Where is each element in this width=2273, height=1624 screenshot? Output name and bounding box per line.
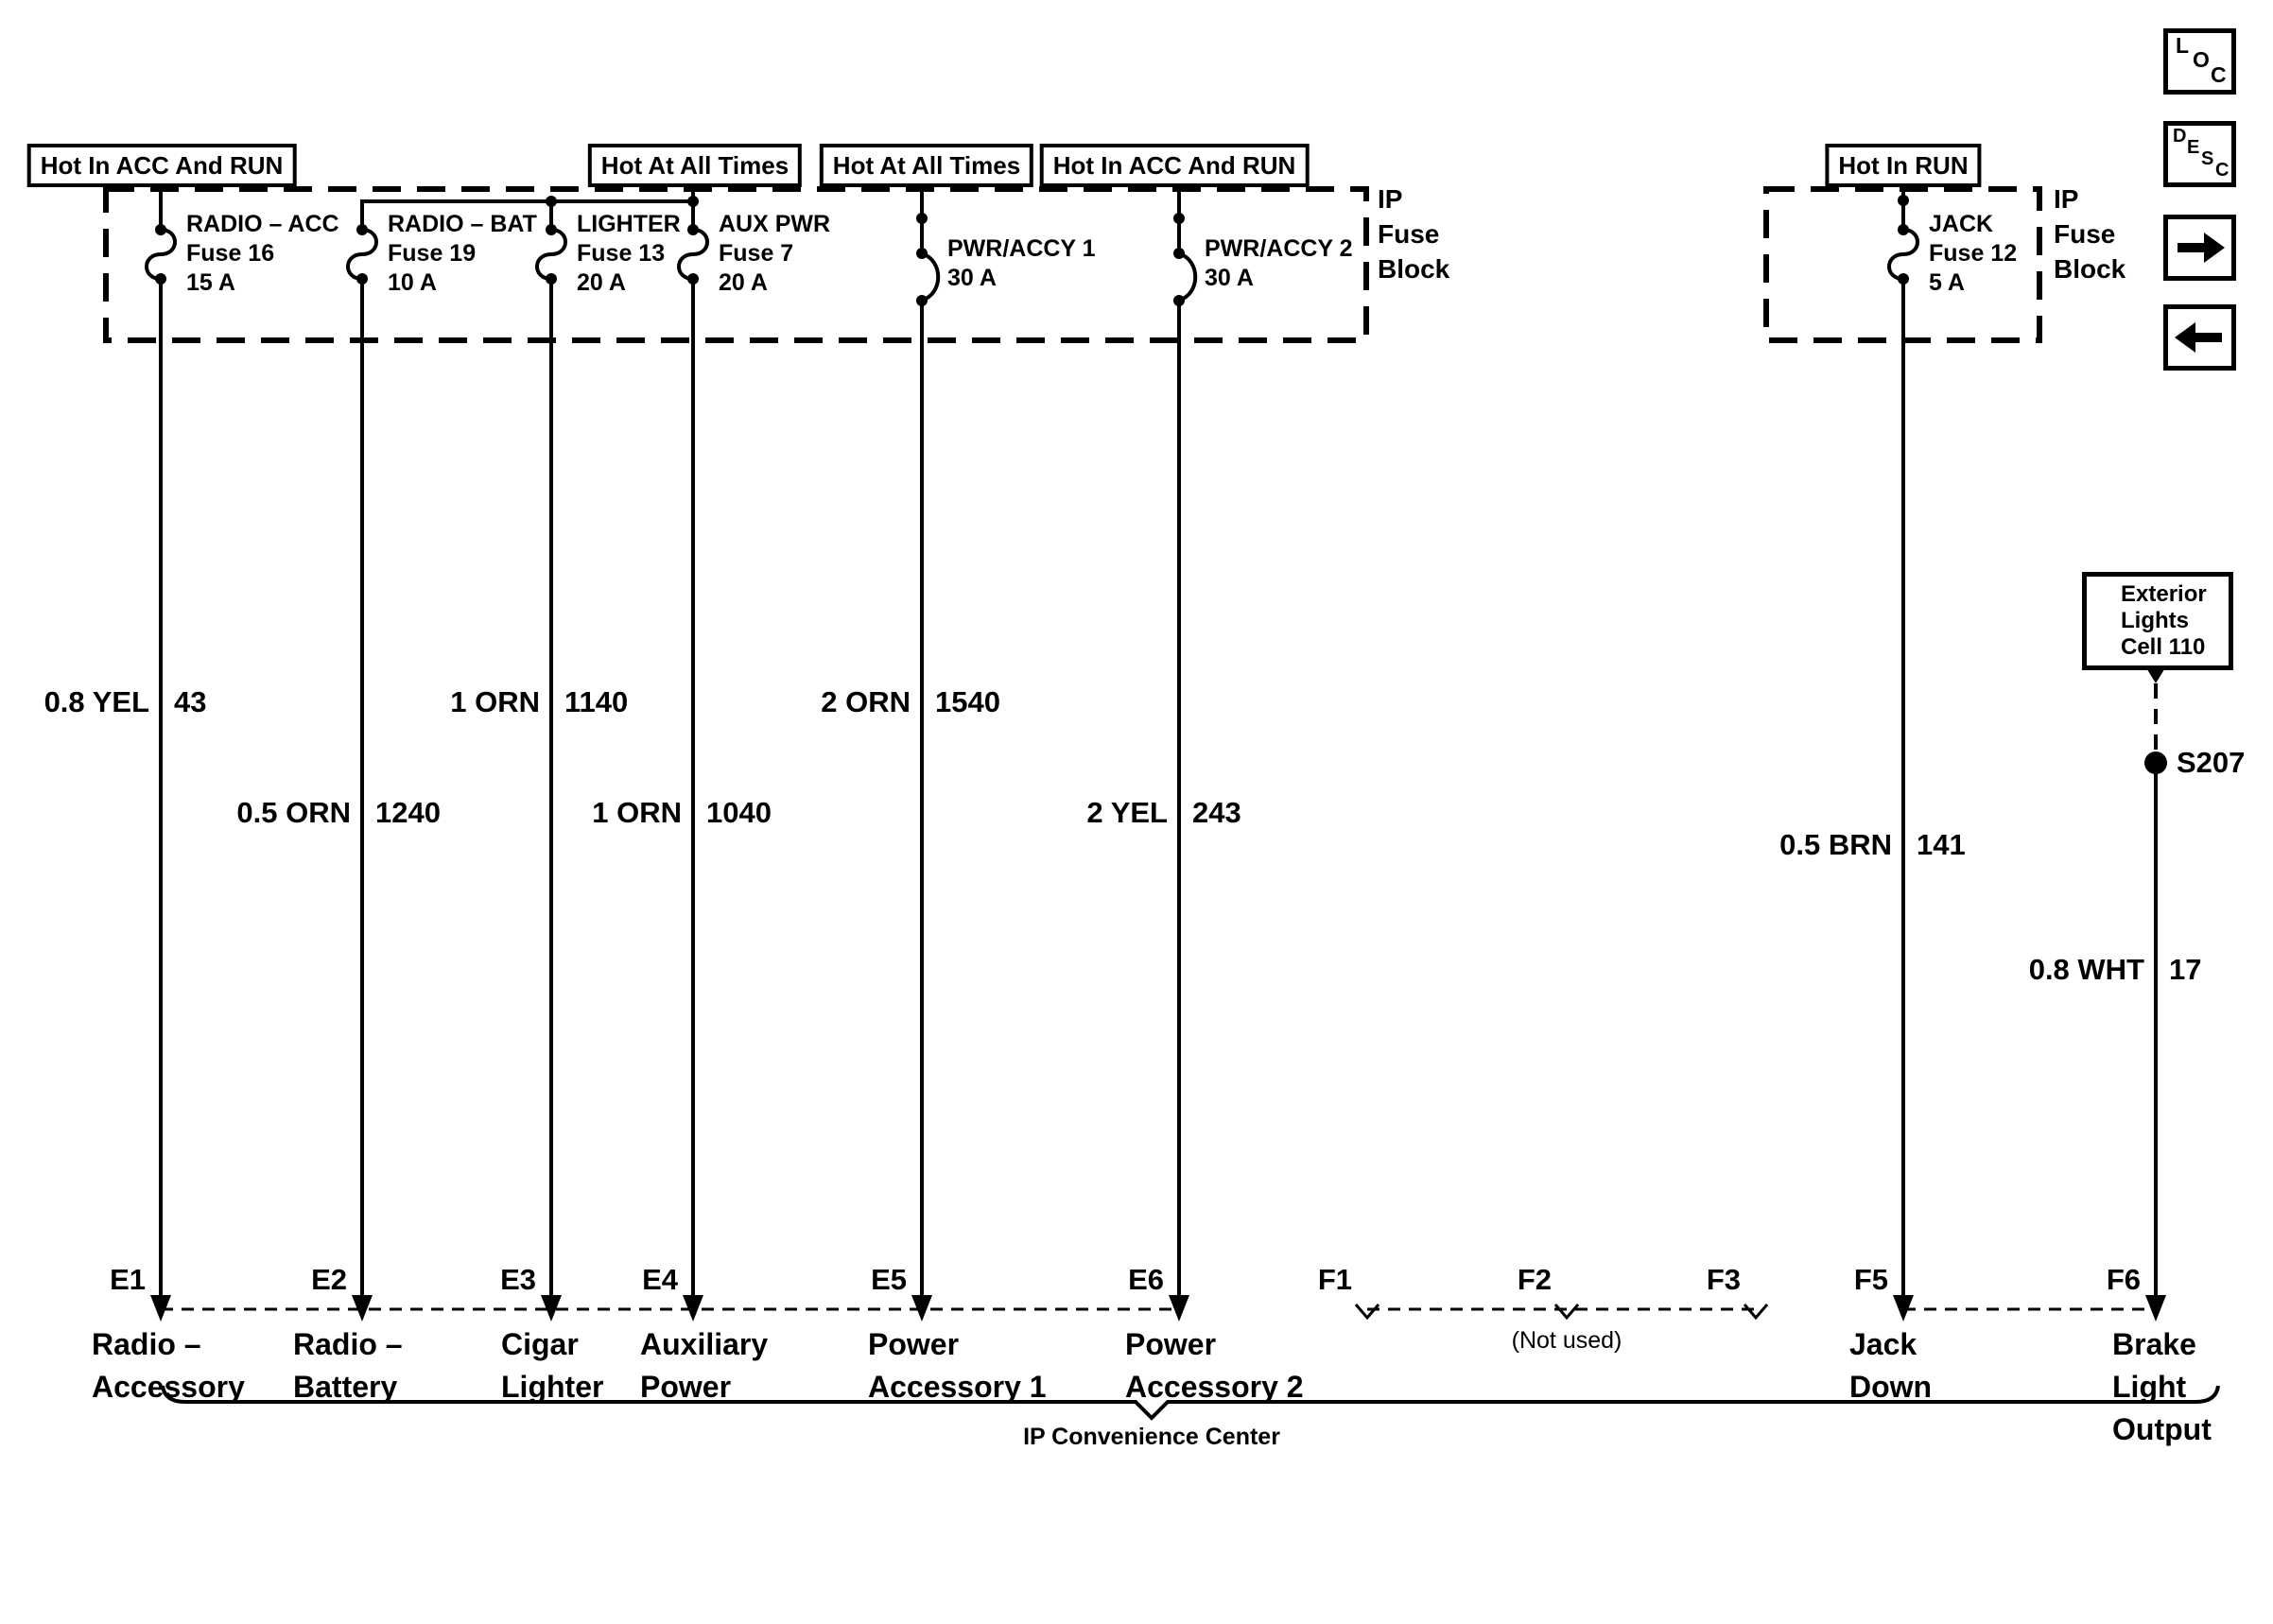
not-used-note: (Not used): [1511, 1327, 1622, 1354]
wire-spec-e2: 0.5 ORN: [236, 796, 351, 829]
cavity-tick-f3: [1744, 1304, 1767, 1318]
fuse-id: Fuse 19: [388, 240, 477, 267]
wire-circuit-f5: 141: [1917, 828, 1966, 861]
caption-line: Fuse: [1378, 219, 1440, 249]
circuit-name-line: Output: [2112, 1412, 2212, 1446]
desc-letter: D: [2173, 126, 2187, 147]
fuse-symbol-aux-pwr: [679, 230, 707, 279]
cavity-tick-f1: [1356, 1304, 1379, 1318]
circuit-name-line: Radio –: [92, 1327, 201, 1361]
wire-spec-e4: 1 ORN: [592, 796, 682, 829]
wire-circuit-e6: 243: [1192, 796, 1241, 829]
circuit-name-line: Radio –: [293, 1327, 403, 1361]
wire-spec-e6: 2 YEL: [1086, 796, 1168, 829]
cavity-id-e3: E3: [500, 1263, 536, 1296]
cavity-id-f6: F6: [2106, 1263, 2141, 1296]
fuse-name: PWR/ACCY 2: [1205, 235, 1353, 262]
wire-spec-f6: 0.8 WHT: [2028, 953, 2144, 986]
wire-spec-e5: 2 ORN: [821, 685, 911, 718]
fuse-label-lighter: [577, 210, 681, 298]
power-feed-label-run: Hot In RUN: [1825, 144, 1981, 187]
fuse-rating: 10 A: [388, 269, 437, 296]
caption-line: Block: [1378, 254, 1450, 284]
cavity-id-e5: E5: [871, 1263, 907, 1296]
fuse-id: Fuse 7: [719, 240, 794, 267]
circuit-name-f5: [1849, 1323, 1932, 1408]
fuse-rating: 30 A: [1205, 265, 1254, 291]
power-feed-label-all-times-1: Hot At All Times: [588, 144, 802, 187]
fuse-rating: 20 A: [577, 269, 626, 296]
wire-circuit-e2: 1240: [375, 796, 441, 829]
breaker-symbol-pwr-accy-2: [1179, 253, 1195, 301]
fuse-name: LIGHTER: [577, 211, 681, 237]
circuit-name-line: Auxiliary: [640, 1327, 769, 1361]
fuse-symbol-lighter: [537, 230, 565, 279]
cavity-tick-f2: [1555, 1304, 1578, 1318]
cavity-id-f1: F1: [1317, 1263, 1352, 1296]
loc-letter: L: [2176, 33, 2190, 58]
reference-line: Cell 110: [2121, 634, 2206, 660]
cavity-id-e4: E4: [642, 1263, 678, 1296]
power-feed-label-all-times-2: Hot At All Times: [820, 144, 1033, 187]
fuse-label-radio-acc: [186, 210, 339, 298]
reference-line: Lights: [2121, 608, 2189, 633]
circuit-name-line: Battery: [293, 1370, 398, 1404]
reference-box-exterior-lights[interactable]: [2082, 572, 2233, 670]
fuse-name: JACK: [1929, 211, 1994, 237]
wire-circuit-f6: 17: [2169, 953, 2202, 986]
fuse-rating: 20 A: [719, 269, 768, 296]
breaker-symbol-pwr-accy-1: [922, 253, 938, 301]
fuse-rating: 30 A: [947, 265, 997, 291]
circuit-name-e6: [1125, 1323, 1304, 1408]
wire-circuit-e5: 1540: [935, 685, 1000, 718]
fuse-symbol-radio-acc: [147, 230, 175, 279]
circuit-name-e3: [501, 1323, 603, 1408]
cavity-id-f2: F2: [1517, 1263, 1552, 1296]
previous-page-button[interactable]: [2163, 304, 2236, 371]
fuse-symbol-jack: [1889, 230, 1917, 279]
fuse-block-caption-right: [2054, 181, 2126, 286]
caption-line: IP: [2054, 184, 2079, 214]
desc-button[interactable]: [2163, 121, 2236, 187]
fuse-name: AUX PWR: [719, 211, 831, 237]
splice-dot-s207: [2144, 752, 2167, 774]
circuit-name-line: Brake: [2112, 1327, 2196, 1361]
junction-dots-and-arrows: [150, 195, 2169, 1322]
desc-letter: E: [2187, 137, 2200, 158]
fuse-symbol-radio-bat: [348, 230, 376, 279]
fuse-id: Fuse 13: [577, 240, 666, 267]
circuit-name-line: Accessory 1: [868, 1370, 1047, 1404]
circuit-name-line: Cigar: [501, 1327, 579, 1361]
fuse-rating: 5 A: [1929, 269, 1965, 296]
loc-letter: C: [2211, 62, 2227, 87]
circuit-name-line: Power: [1125, 1327, 1217, 1361]
power-feed-label-acc-run-2: Hot In ACC And RUN: [1040, 144, 1310, 187]
ip-convenience-center-label: IP Convenience Center: [1023, 1424, 1280, 1450]
circuit-name-line: Down: [1849, 1370, 1933, 1404]
fuse-rating: 15 A: [186, 269, 235, 296]
circuit-name-line: Lighter: [501, 1370, 604, 1404]
cavity-id-e6: E6: [1128, 1263, 1164, 1296]
wire-spec-e3: 1 ORN: [450, 685, 540, 718]
caption-line: Block: [2054, 254, 2126, 284]
circuit-name-line: Light: [2112, 1370, 2187, 1404]
fuse-label-aux-pwr: [719, 210, 830, 298]
right-arrow-icon: [2168, 219, 2231, 276]
circuit-name-line: Power: [640, 1370, 732, 1404]
caption-line: IP: [1378, 184, 1403, 214]
fuse-label-jack: [1929, 210, 2017, 298]
cavity-id-f5: F5: [1853, 1263, 1888, 1296]
fuse-name: RADIO – BAT: [388, 211, 537, 237]
splice-label-s207: S207: [2177, 746, 2246, 779]
fuse-name: PWR/ACCY 1: [947, 235, 1096, 262]
circuit-name-line: Jack: [1849, 1327, 1917, 1361]
desc-letter: S: [2201, 148, 2214, 169]
power-feed-label-acc-run-1: Hot In ACC And RUN: [27, 144, 297, 187]
fuse-label-radio-bat: [388, 210, 537, 298]
circuit-name-e1: [92, 1323, 245, 1408]
loc-button[interactable]: [2163, 28, 2236, 95]
caption-line: Fuse: [2054, 219, 2116, 249]
circuit-name-line: Accessory 2: [1125, 1370, 1304, 1404]
reference-line: Exterior: [2121, 581, 2207, 607]
wire-spec-e1: 0.8 YEL: [43, 685, 149, 718]
circuit-name-line: Power: [868, 1327, 960, 1361]
wire-circuit-e3: 1140: [564, 685, 629, 718]
circuit-name-line: Accessory: [92, 1370, 245, 1404]
wire-circuit-e1: 43: [174, 685, 207, 718]
wire-spec-f5: 0.5 BRN: [1779, 828, 1892, 861]
fuse-label-pwr-accy-1: [947, 234, 1096, 293]
circuit-name-e5: [868, 1323, 1047, 1408]
loc-letter: O: [2193, 47, 2210, 72]
circuit-name-f6: [2112, 1323, 2212, 1451]
cavity-id-f3: F3: [1706, 1263, 1741, 1296]
circuit-name-e4: [640, 1323, 768, 1408]
cavity-id-e2: E2: [311, 1263, 347, 1296]
left-arrow-icon: [2168, 309, 2231, 366]
circuit-name-e2: [293, 1323, 403, 1408]
fuse-id: Fuse 12: [1929, 240, 2018, 267]
fuse-id: Fuse 16: [186, 240, 275, 267]
fuse-block-caption-left: [1378, 181, 1449, 286]
fuse-label-pwr-accy-2: [1205, 234, 1353, 293]
next-page-button[interactable]: [2163, 215, 2236, 281]
wire-circuit-e4: 1040: [706, 796, 772, 829]
fuse-name: RADIO – ACC: [186, 211, 339, 237]
cavity-id-e1: E1: [110, 1263, 146, 1296]
desc-letter: C: [2215, 160, 2230, 181]
